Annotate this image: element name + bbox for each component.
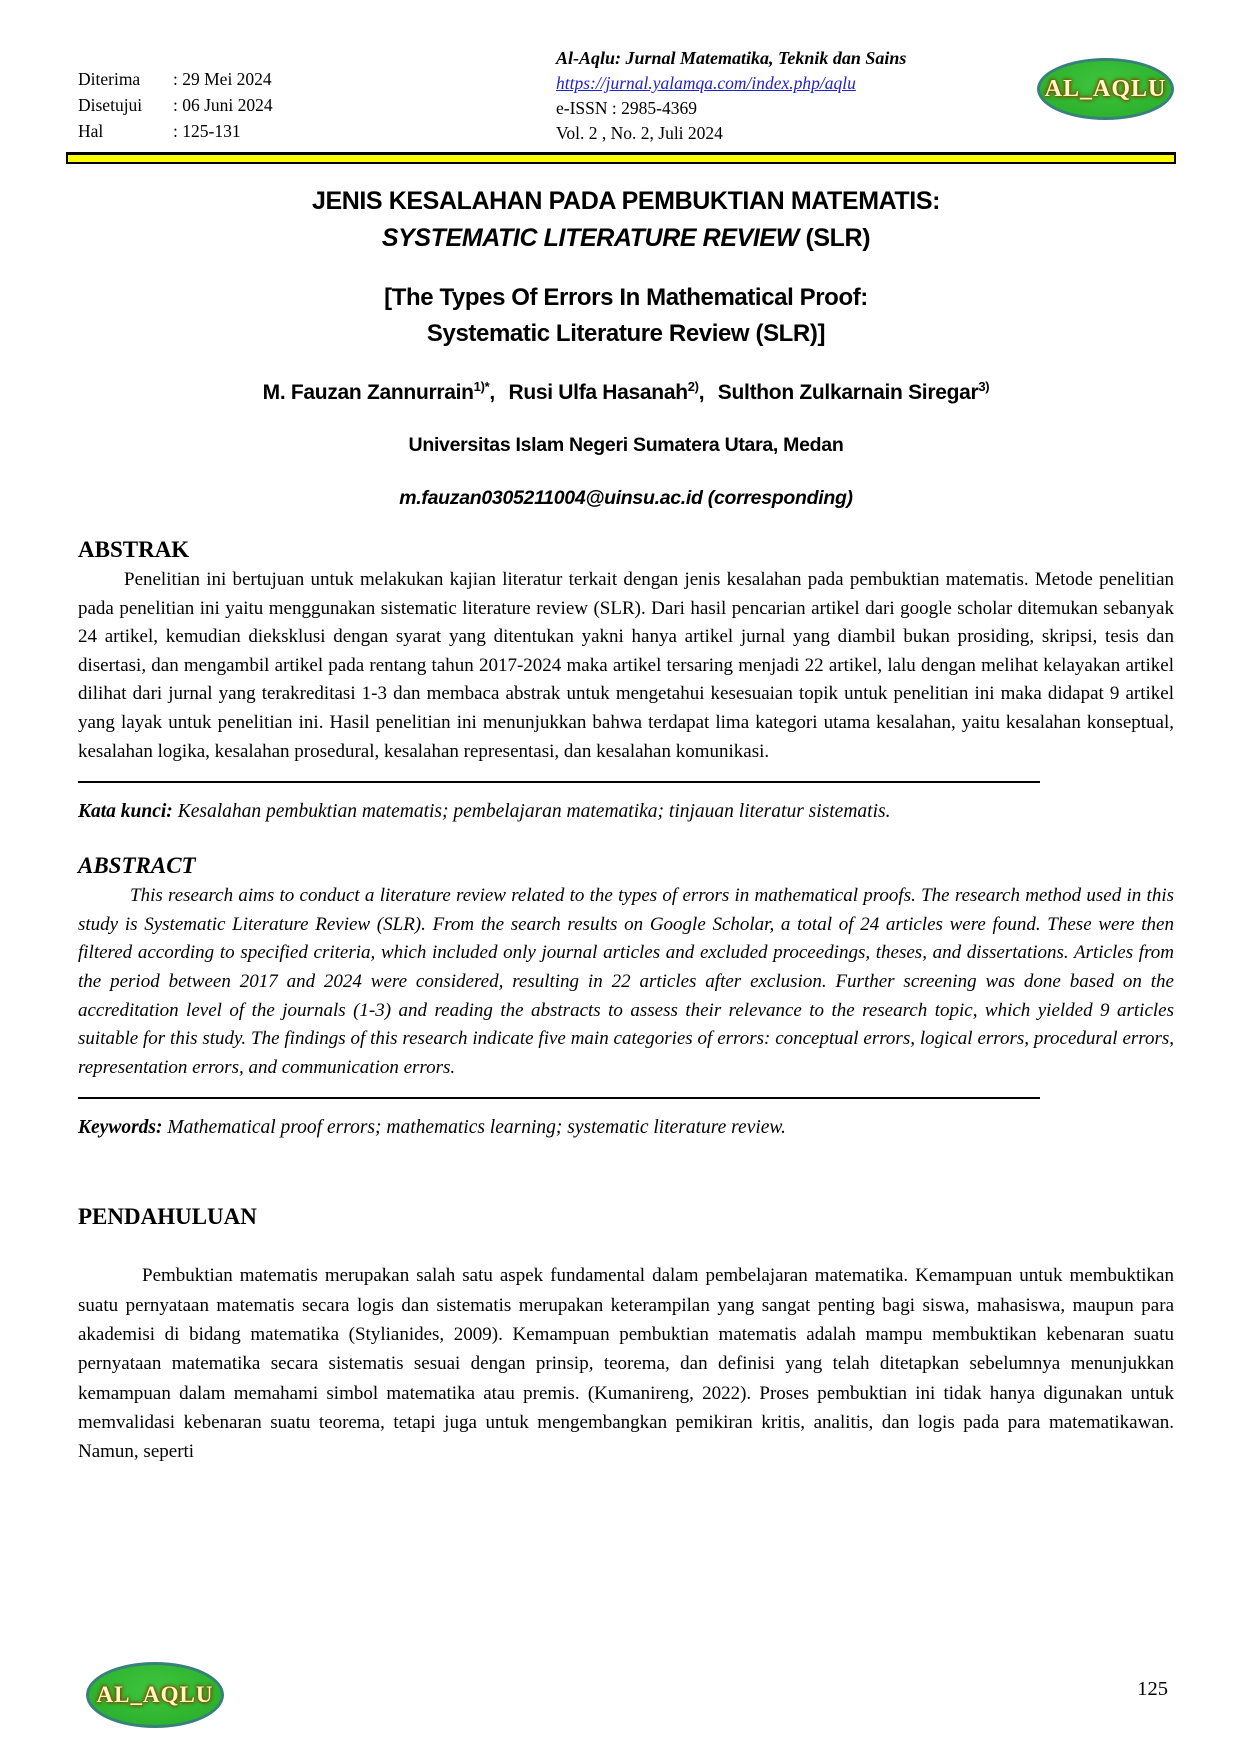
title-id-line2-normal: (SLR) (798, 224, 871, 252)
al-aqlu-logo-icon (1037, 58, 1174, 120)
abstrak-body: Penelitian ini bertujuan untuk melakukan kajian literatur terkait dengan jenis kesalahan pada pembuktian matematis. Metode penelitian pada penelitian ini yaitu menggunakan sistematic literature review (SLR). Dari hasil pencarian artikel dari google scholar ditemukan sebanyak 24 artikel, kemudian dieksklusi dengan syarat yang ditentukan yakni hanya artikel jurnal yang diambil bukan prosiding, skripsi, tesis dan disertasi, dan mengambil artikel pada rentang tahun 2017-2024 maka artikel tersaring menjadi 22 artikel, lalu dengan melihat kelayakan artikel dilihat dari jurnal yang terakreditasi 1-3 dan membaca abstrak untuk mengetahui kesesuaian topik untuk penelitian ini maka didapat 9 artikel yang layak untuk penelitian ini. Hasil penelitian ini menunjukkan bahwa terdapat lima kategori utama kesalahan, yaitu kesalahan konseptual, kesalahan logika, kesalahan prosedural, kesalahan representasi, dan kesalahan komunikasi. (78, 569, 1174, 762)
title-id-line1: JENIS KESALAHAN PADA PEMBUKTIAN MATEMATIS: (311, 187, 941, 215)
author-3: Sulthon Zulkarnain Siregar$^{3)}$ (717, 379, 990, 404)
affiliation: Universitas Islam Negeri Sumatera Utara, Medan (408, 434, 844, 456)
accepted-value: : 06 Juni 2024 (173, 95, 273, 115)
author-2: Rusi Ulfa Hasanah$^{2)}$, (508, 379, 710, 404)
keywords-label: Keywords: (78, 1117, 163, 1139)
author-3-affil-mark: 3) (978, 379, 990, 394)
title-en-line1: [The Types Of Errors In Mathematical Proof: (384, 284, 868, 311)
title-en-line2: Systematic Literature Review (SLR)] (426, 320, 826, 347)
author-separator: , (698, 381, 710, 404)
logo-text: AL_AQLU (96, 1682, 214, 1707)
author-1: M. Fauzan Zannurrain$^{1)*}$, (262, 379, 501, 404)
section-divider-line (78, 1097, 1040, 1099)
received-row (78, 66, 556, 92)
journal-info (556, 44, 1027, 146)
author-separator: , (489, 381, 501, 404)
article-title-id (78, 183, 1174, 257)
journal-logo-header (1037, 58, 1174, 120)
kata-kunci-label: Kata kunci: (78, 801, 173, 823)
abstract-body: This research aims to conduct a literature review related to the types of errors in mathematical proofs. The research method used in this study is Systematic Literature Review (SLR). From the search results on Google Scholar, a total of 24 articles were found. These were then filtered according to specified criteria, which included only journal articles and excluded proceedings, theses, and dissertations. Articles from the period between 2017 and 2024 were considered, resulting in 22 articles after exclusion. Further screening was done based on the accreditation level of the journals (1-3) and reading the abstracts to assess their relevance to the research topic, which yielded 9 articles suitable for this study. The findings of this research indicate five main categories of errors: conceptual errors, logical errors, procedural errors, representation errors, and communication errors. (78, 885, 1174, 1078)
introduction-heading: PENDAHULUAN (78, 1204, 257, 1230)
section-divider-line (78, 781, 1040, 783)
journal-logo-footer (86, 1662, 224, 1728)
corresponding-email: m.fauzan0305211004@uinsu.ac.id (corresponding) (399, 487, 853, 509)
title-id-line2-italic: SYSTEMATIC LITERATURE REVIEW (381, 224, 799, 252)
pages-value: : 125-131 (173, 121, 241, 141)
author-1-affil-mark: 1)* (473, 379, 490, 394)
author-2-affil-mark: 2) (687, 379, 699, 394)
journal-url-link[interactable]: https://jurnal.yalamqa.com/index.php/aqlu (556, 73, 856, 93)
al-aqlu-logo-icon (86, 1662, 224, 1728)
abstract-heading: ABSTRACT (78, 853, 196, 879)
journal-name: Al-Aqlu: Jurnal Matematika, Teknik dan Sains (556, 48, 907, 68)
keywords-text: Mathematical proof errors; mathematics learning; systematic literature review. (162, 1117, 786, 1139)
manuscript-dates (78, 44, 556, 144)
kata-kunci-line (78, 798, 1174, 826)
abstrak-heading: ABSTRAK (78, 537, 190, 562)
page-number: 125 (1137, 1678, 1168, 1700)
header-divider-bar (66, 152, 1176, 164)
kata-kunci-text: Kesalahan pembuktian matematis; pembelajaran matematika; tinjauan literatur sistematis. (172, 801, 891, 823)
pages-label: Hal (78, 121, 104, 141)
journal-eissn: e-ISSN : 2985-4369 (556, 98, 697, 118)
received-label: Diterima (78, 69, 141, 89)
received-value: : 29 Mei 2024 (173, 69, 272, 89)
keywords-line (78, 1114, 1174, 1142)
pages-row (78, 118, 556, 144)
introduction-body: Pembuktian matematis merupakan salah satu aspek fundamental dalam pembelajaran matematika. Kemampuan untuk membuktikan suatu pernyataan matematis secara logis dan sistematis merupakan keterampilan yang sangat penting bagi siswa, mahasiswa, maupun para akademisi di bidang matematika (Stylianides, 2009). Kemampuan pembuktian matematis adalah mampu membuktikan kebenaran suatu pernyataan matematika secara sistematis sesuai dengan prinsip, teorema, dan definisi yang telah ditetapkan sebelumnya menunjukkan kemampuan dalam memahami simbol matematika atau premis. (Kumanireng, 2022). Proses pembuktian ini tidak hanya digunakan untuk memvalidasi kebenaran suatu teorema, tetapi juga untuk mengembangkan pemikiran kritis, analitis, dan logis pada para matematikawan. Namun, seperti (78, 1265, 1174, 1463)
journal-volume: Vol. 2 , No. 2, Juli 2024 (556, 123, 723, 143)
accepted-row (78, 92, 556, 118)
logo-text: AL_AQLU (1044, 75, 1167, 102)
journal-header (78, 44, 1174, 146)
article-title-en (78, 280, 1174, 352)
accepted-label: Disetujui (78, 95, 143, 115)
authors-line (78, 379, 1174, 405)
